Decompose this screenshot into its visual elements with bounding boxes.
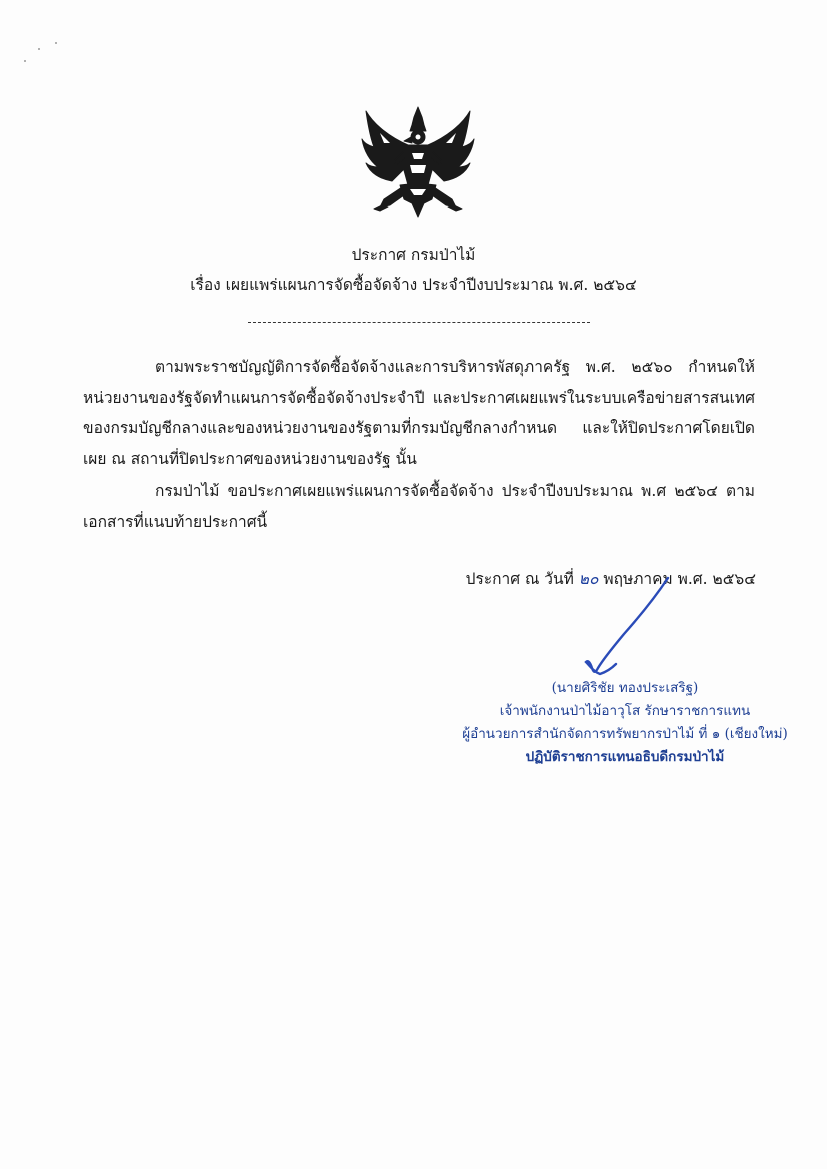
body-paragraph-1: ตามพระราชบัญญัติการจัดซื้อจัดจ้างและการบริหารพัสดุภาครัฐ พ.ศ. ๒๕๖๐ กำหนดให้หน่วยงานของรัฐจัดทำแผนการจัดซื้อจัดจ้างประจำปี และประกาศเผยแพร่ในระบบเครือข่ายสารสนเทศของกรมบัญชีกลางและของหน่วยงานของรัฐตามที่กรมบัญชีกลางกำหนด และให้ปิดประกาศโดยเปิดเผย ณ สถานที่ปิดประกาศของหน่วยงานของรัฐ นั้น [83, 358, 755, 468]
signer-office: ผู้อำนวยการสำนักจัดการทรัพยากรป่าไม้ ที่ ๑ (เชียงใหม่) [462, 726, 788, 742]
announcement-subject: เรื่อง เผยแพร่แผนการจัดซื้อจัดจ้าง ประจำปีงบประมาณ พ.ศ. ๒๕๖๔ [190, 276, 637, 294]
scan-speck [55, 42, 57, 44]
body-paragraph-2: กรมป่าไม้ ขอประกาศเผยแพร่แผนการจัดซื้อจัดจ้าง ประจำปีงบประมาณ พ.ศ ๒๕๖๔ ตามเอกสารที่แนบท้ายประกาศนี้ [83, 482, 755, 531]
handwritten-signature [560, 572, 680, 682]
signer-acting-on-behalf: ปฏิบัติราชการแทนอธิบดีกรมป่าไม้ [525, 749, 725, 765]
scan-speck [38, 48, 40, 50]
date-month-year: พฤษภาคม พ.ศ. ๒๕๖๔ [603, 570, 756, 588]
signer-name: (นายศิริชัย ทองประเสริฐ) [551, 680, 699, 696]
date-day-handwritten: ๒๐ [578, 570, 599, 588]
scan-speck [24, 60, 26, 62]
signer-position: เจ้าพนักงานป่าไม้อาวุโส รักษาราชการแทน [499, 703, 751, 719]
date-prefix: ประกาศ ณ วันที่ [465, 570, 574, 588]
garuda-emblem-icon [360, 103, 476, 221]
announcement-title: ประกาศ กรมป่าไม้ [351, 246, 476, 264]
dashed-divider [248, 322, 590, 323]
